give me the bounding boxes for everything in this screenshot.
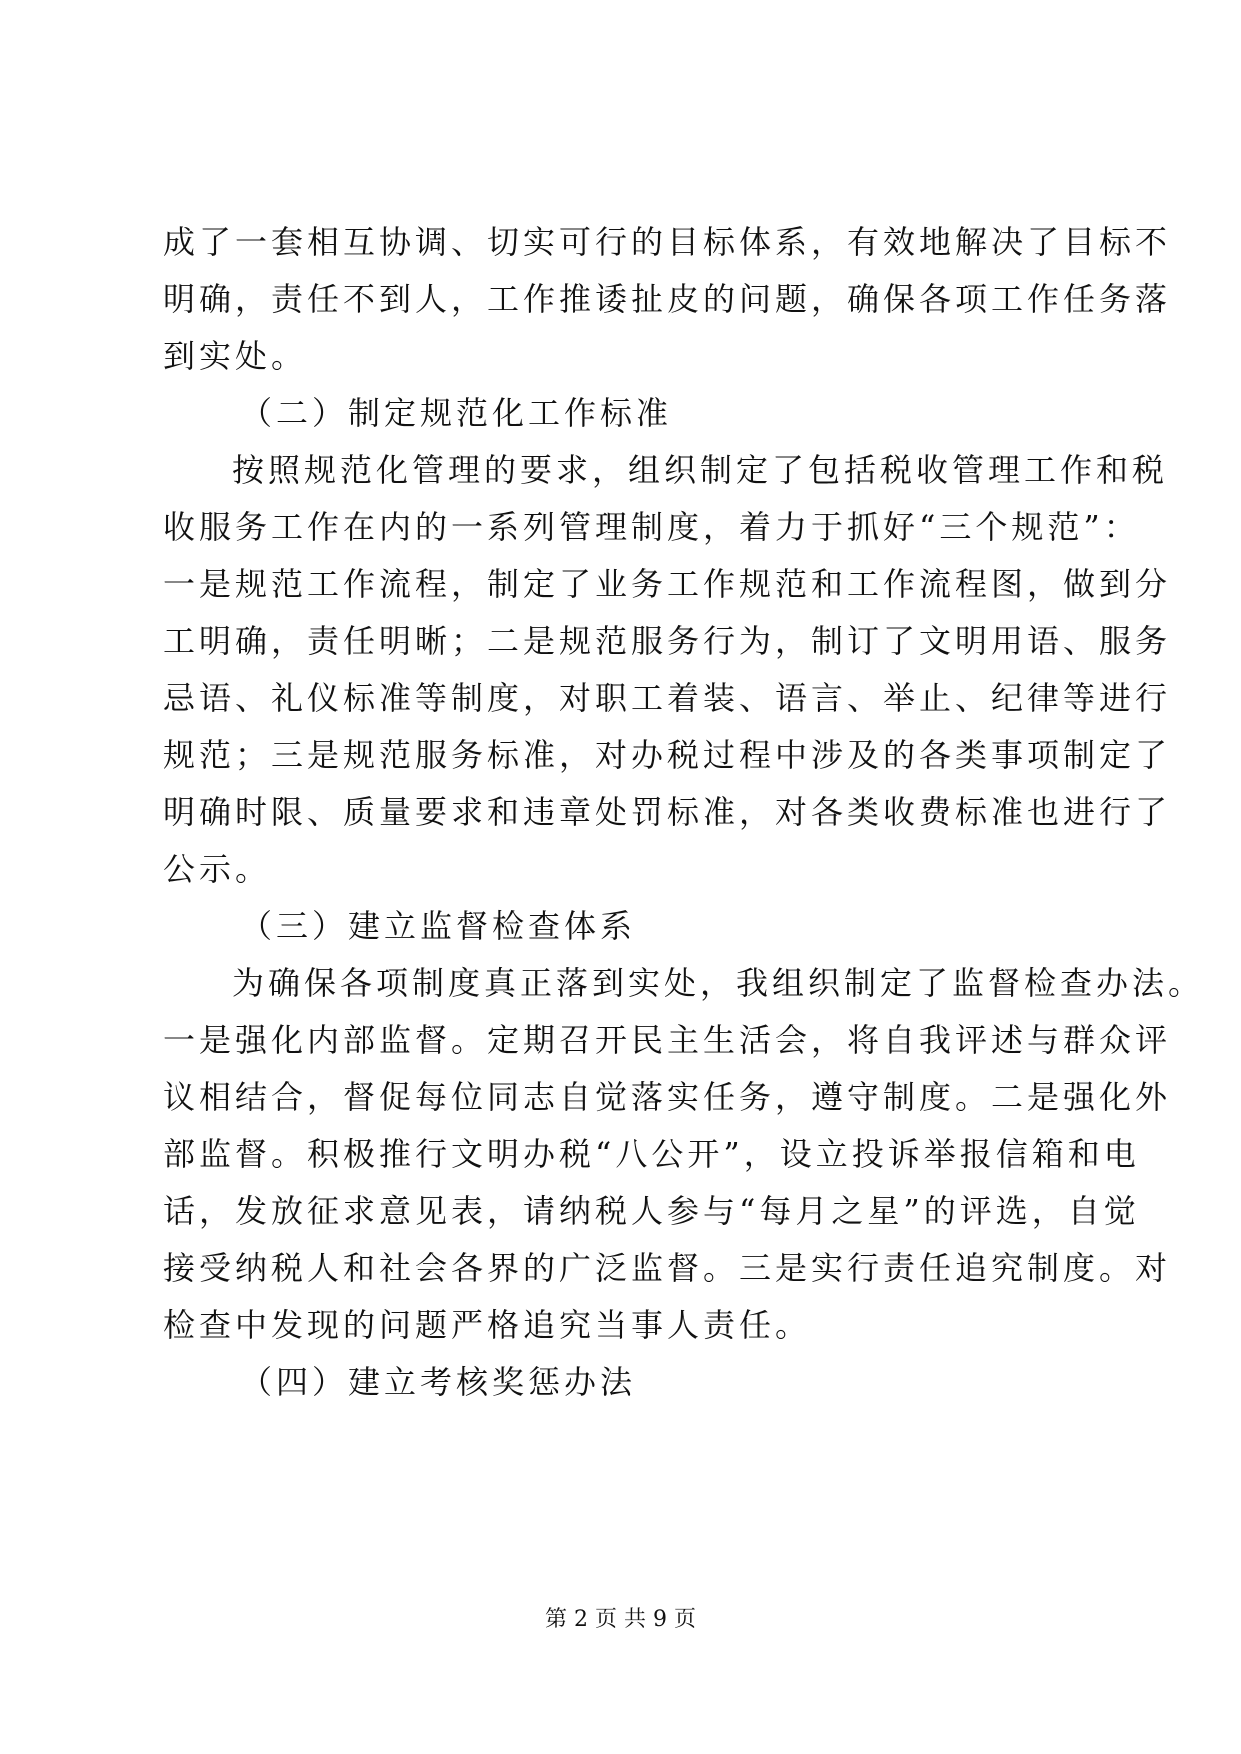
- body-text-line: 检查中发现的问题严格追究当事人责任。: [163, 1306, 812, 1344]
- body-text-line: 工明确，责任明晰；二是规范服务行为，制订了文明用语、服务: [163, 622, 1172, 660]
- body-text-line: 到实处。: [163, 337, 308, 375]
- section-heading: （三）建立监督检查体系: [240, 907, 637, 945]
- body-text-line: 一是规范工作流程，制定了业务工作规范和工作流程图，做到分: [163, 565, 1172, 603]
- section-heading: （二）制定规范化工作标准: [240, 394, 673, 432]
- section-heading: （四）建立考核奖惩办法: [240, 1363, 637, 1401]
- body-text-line: 明确，责任不到人，工作推诿扯皮的问题，确保各项工作任务落: [163, 280, 1172, 318]
- body-text-line: 为确保各项制度真正落到实处，我组织制定了监督检查办法。: [232, 964, 1205, 1002]
- body-text-line: 明确时限、质量要求和违章处罚标准，对各类收费标准也进行了: [163, 793, 1172, 831]
- body-text-line: 公示。: [163, 850, 272, 888]
- body-text-line: 话，发放征求意见表，请纳税人参与“每月之星”的评选，自觉: [163, 1192, 1140, 1230]
- body-text-line: 忌语、礼仪标准等制度，对职工着装、语言、举止、纪律等进行: [163, 679, 1172, 717]
- body-text-line: 成了一套相互协调、切实可行的目标体系，有效地解决了目标不: [163, 223, 1172, 261]
- body-text-line: 按照规范化管理的要求，组织制定了包括税收管理工作和税: [232, 451, 1169, 489]
- body-text-line: 一是强化内部监督。定期召开民主生活会，将自我评述与群众评: [163, 1021, 1172, 1059]
- body-text-line: 部监督。积极推行文明办税“八公开”，设立投诉举报信箱和电: [163, 1135, 1140, 1173]
- page-number-footer: 第 2 页 共 9 页: [545, 1607, 696, 1632]
- body-text-line: 接受纳税人和社会各界的广泛监督。三是实行责任追究制度。对: [163, 1249, 1172, 1287]
- body-text-line: 议相结合，督促每位同志自觉落实任务，遵守制度。二是强化外: [163, 1078, 1172, 1116]
- body-text-line: 收服务工作在内的一系列管理制度，着力于抓好“三个规范”：: [163, 508, 1140, 546]
- body-text-line: 规范；三是规范服务标准，对办税过程中涉及的各类事项制定了: [163, 736, 1172, 774]
